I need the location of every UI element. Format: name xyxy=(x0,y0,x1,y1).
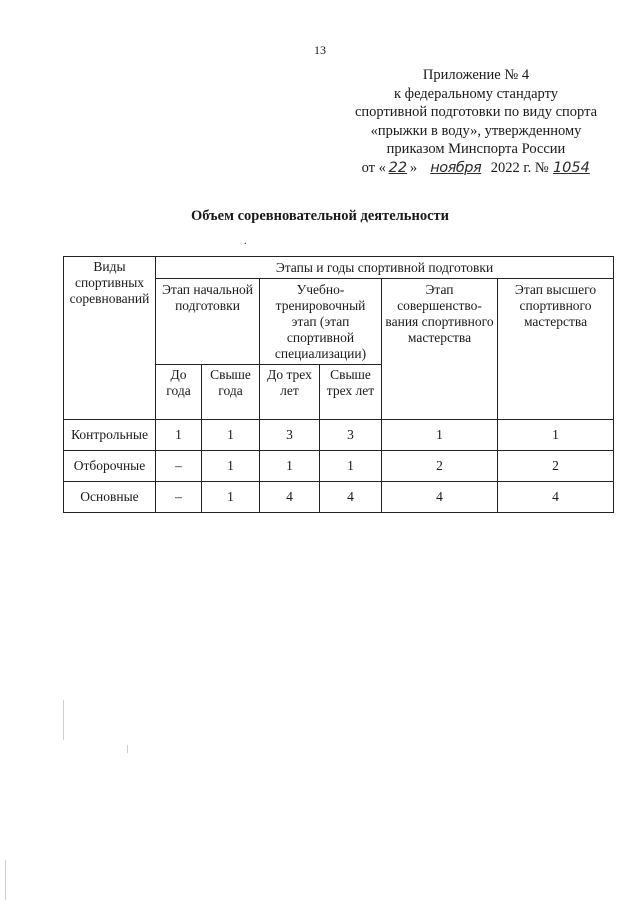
table-row xyxy=(64,482,614,513)
row-kind: Основные xyxy=(64,482,156,513)
header-stage-training: Учебно-тренировочный этап (этап спортивной специализации) xyxy=(260,279,382,365)
stray-dot: . xyxy=(244,236,247,247)
page-number: 13 xyxy=(314,43,326,57)
handwritten-day: 22 xyxy=(388,159,408,176)
appendix-line: «прыжки в воду», утвержденному xyxy=(370,122,582,139)
handwritten-month: ноября xyxy=(430,159,482,176)
table-cell: 4 xyxy=(260,482,320,513)
scan-artifact xyxy=(63,700,64,740)
appendix-header xyxy=(340,66,612,177)
table-cell: 4 xyxy=(498,482,614,513)
table-cell: 3 xyxy=(260,420,320,451)
table-cell: 1 xyxy=(260,451,320,482)
appendix-line: Приложение № 4 xyxy=(422,67,530,83)
row-kind: Отборочные xyxy=(64,451,156,482)
header-initial-over-year: Свыше года xyxy=(202,365,260,420)
header-stage-highest: Этап высшего спортивного мастерства xyxy=(498,279,614,420)
scan-artifact xyxy=(5,860,6,900)
table-cell: 1 xyxy=(156,420,202,451)
table-cell: 2 xyxy=(382,451,498,482)
document-title: Объем соревновательной деятельности xyxy=(191,208,449,224)
table-cell: 1 xyxy=(320,451,382,482)
table-cell: 1 xyxy=(382,420,498,451)
header-kinds: Виды спортивных соревнований xyxy=(64,257,156,420)
header-stage-improvement: Этап совершенство-вания спортивного мастерства xyxy=(382,279,498,420)
appendix-line: спортивной подготовки по виду спорта xyxy=(354,104,598,120)
table-cell: 3 xyxy=(320,420,382,451)
table-row xyxy=(64,420,614,451)
header-training-over-three: Свыше трех лет xyxy=(320,365,382,420)
row-kind: Контрольные xyxy=(64,420,156,451)
table-cell: 4 xyxy=(320,482,382,513)
appendix-date-line xyxy=(340,159,612,178)
handwritten-order-number: 1054 xyxy=(552,159,590,176)
table-row xyxy=(64,451,614,482)
header-stage-initial: Этап начальной подготовки xyxy=(156,279,260,365)
appendix-line: приказом Минспорта России xyxy=(386,141,566,157)
table-cell: – xyxy=(156,482,202,513)
table-cell: 4 xyxy=(382,482,498,513)
date-mid: » xyxy=(409,159,418,176)
table-cell: – xyxy=(156,451,202,482)
table-cell: 1 xyxy=(498,420,614,451)
scan-artifact xyxy=(127,745,128,753)
header-initial-up-to-year: До года xyxy=(156,365,202,420)
table-cell: 2 xyxy=(498,451,614,482)
table-cell: 1 xyxy=(202,451,260,482)
appendix-line: к федеральному стандарту xyxy=(394,85,558,102)
date-prefix: от « xyxy=(361,159,386,176)
competition-volume-table xyxy=(63,256,614,513)
table-cell: 1 xyxy=(202,482,260,513)
header-stages-group: Этапы и годы спортивной подготовки xyxy=(156,257,614,279)
date-year: 2022 г. № xyxy=(490,159,549,176)
header-training-up-to-three: До трех лет xyxy=(260,365,320,420)
table-cell: 1 xyxy=(202,420,260,451)
